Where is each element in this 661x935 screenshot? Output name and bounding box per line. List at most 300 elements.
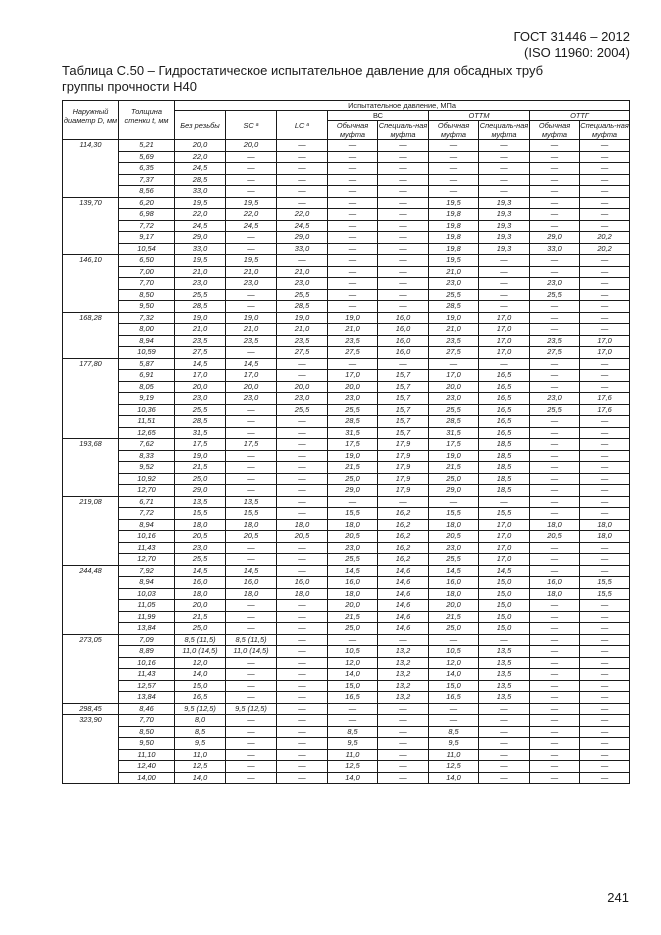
table-cell: 14,0 <box>429 669 479 681</box>
table-cell: 13,2 <box>378 657 429 669</box>
table-title-line1: Таблица С.50 – Гидростатическое испытательное давление для обсадных труб <box>62 63 544 78</box>
table-cell: 17,0 <box>479 324 530 336</box>
table-row <box>63 542 630 554</box>
table-cell: — <box>277 646 328 658</box>
table-cell: — <box>328 209 378 221</box>
diameter-cell: 323,90 <box>63 715 119 784</box>
table-cell: — <box>226 243 277 255</box>
table-cell: 8,05 <box>119 381 175 393</box>
table-cell: 28,5 <box>175 301 226 313</box>
table-cell: — <box>226 485 277 497</box>
table-cell: — <box>277 611 328 623</box>
table-cell: — <box>479 140 530 152</box>
table-cell: 16,0 <box>277 577 328 589</box>
table-cell: 6,35 <box>119 163 175 175</box>
table-cell: — <box>226 347 277 359</box>
table-cell: — <box>580 439 630 451</box>
table-cell: 21,5 <box>328 611 378 623</box>
table-cell: — <box>328 715 378 727</box>
table-row <box>63 462 630 474</box>
table-cell: 20,5 <box>277 531 328 543</box>
table-cell: — <box>277 680 328 692</box>
table-row <box>63 312 630 324</box>
table-cell: 19,0 <box>429 312 479 324</box>
table-cell: 28,5 <box>175 416 226 428</box>
table-cell: 17,9 <box>378 450 429 462</box>
table-cell: — <box>328 163 378 175</box>
table-cell: — <box>530 565 580 577</box>
table-cell: 15,5 <box>175 508 226 520</box>
table-cell: 8,94 <box>119 519 175 531</box>
table-cell: 8,50 <box>119 289 175 301</box>
table-cell: 15,5 <box>580 577 630 589</box>
table-cell: 25,0 <box>429 473 479 485</box>
table-cell: — <box>479 289 530 301</box>
table-cell: — <box>530 140 580 152</box>
table-cell: 17,5 <box>175 439 226 451</box>
table-cell: — <box>580 692 630 704</box>
table-cell: 17,9 <box>378 473 429 485</box>
table-cell: 14,5 <box>226 358 277 370</box>
table-cell: — <box>277 186 328 198</box>
table-cell: — <box>378 174 429 186</box>
table-cell: — <box>277 703 328 715</box>
table-cell: 25,5 <box>175 554 226 566</box>
table-cell: — <box>479 749 530 761</box>
table-cell: 6,50 <box>119 255 175 267</box>
table-cell: 29,0 <box>277 232 328 244</box>
table-cell: — <box>378 726 429 738</box>
table-cell: 25,5 <box>530 289 580 301</box>
table-cell: — <box>277 669 328 681</box>
table-row <box>63 404 630 416</box>
table-cell: — <box>580 485 630 497</box>
table-cell: — <box>226 416 277 428</box>
table-cell: 17,0 <box>479 335 530 347</box>
table-cell: — <box>580 508 630 520</box>
table-cell: 7,72 <box>119 508 175 520</box>
table-cell: — <box>378 266 429 278</box>
table-cell: 9,19 <box>119 393 175 405</box>
table-cell: 16,5 <box>328 692 378 704</box>
table-cell: 23,5 <box>429 335 479 347</box>
table-cell: — <box>429 174 479 186</box>
table-cell: 19,3 <box>479 232 530 244</box>
table-cell: — <box>378 772 429 784</box>
table-cell: 19,5 <box>175 197 226 209</box>
table-cell: 15,7 <box>378 370 429 382</box>
table-cell: 17,0 <box>328 370 378 382</box>
table-cell: — <box>580 749 630 761</box>
table-cell: — <box>530 462 580 474</box>
table-cell: 16,2 <box>378 531 429 543</box>
table-cell: 18,5 <box>479 462 530 474</box>
table-cell: 21,5 <box>175 611 226 623</box>
table-cell: — <box>530 726 580 738</box>
table-cell: 15,0 <box>479 577 530 589</box>
table-cell: 8,50 <box>119 726 175 738</box>
table-cell: 12,65 <box>119 427 175 439</box>
table-row <box>63 531 630 543</box>
table-cell: 16,0 <box>378 324 429 336</box>
table-cell: — <box>429 703 479 715</box>
table-cell: 23,0 <box>429 542 479 554</box>
table-cell: 31,5 <box>175 427 226 439</box>
table-cell: 19,8 <box>429 232 479 244</box>
table-cell: 19,3 <box>479 243 530 255</box>
table-cell: — <box>277 358 328 370</box>
table-cell: 21,0 <box>328 324 378 336</box>
table-cell: 16,2 <box>378 542 429 554</box>
table-cell: — <box>479 715 530 727</box>
table-cell: — <box>530 220 580 232</box>
header-group-ottm: ОТТМ <box>429 111 530 121</box>
table-cell: — <box>580 197 630 209</box>
table-cell: 17,0 <box>580 347 630 359</box>
table-cell: 18,5 <box>479 450 530 462</box>
table-cell: — <box>580 565 630 577</box>
table-cell: 7,70 <box>119 278 175 290</box>
table-cell: — <box>378 255 429 267</box>
table-cell: — <box>226 623 277 635</box>
header-group-bc: ВС <box>328 111 429 121</box>
table-cell: 22,0 <box>175 209 226 221</box>
table-cell: — <box>530 186 580 198</box>
table-row <box>63 243 630 255</box>
table-cell: — <box>277 565 328 577</box>
header-bc-special: Специаль-ная муфта <box>378 121 428 139</box>
table-cell: 13,5 <box>479 669 530 681</box>
table-cell: — <box>479 266 530 278</box>
table-cell: 8,56 <box>119 186 175 198</box>
table-cell: 25,0 <box>175 623 226 635</box>
table-cell: 16,2 <box>378 508 429 520</box>
table-cell: 7,62 <box>119 439 175 451</box>
table-cell: 13,5 <box>226 496 277 508</box>
table-cell: — <box>429 496 479 508</box>
table-cell: — <box>479 358 530 370</box>
table-cell: — <box>530 312 580 324</box>
table-cell: 25,0 <box>175 473 226 485</box>
table-cell: 13,5 <box>479 680 530 692</box>
table-row <box>63 393 630 405</box>
table-cell: 8,5 (11,5) <box>175 634 226 646</box>
table-cell: 29,0 <box>328 485 378 497</box>
table-cell: — <box>530 542 580 554</box>
table-cell: 14,6 <box>378 611 429 623</box>
diameter-cell: 244,48 <box>63 565 119 634</box>
table-cell: 15,7 <box>378 404 429 416</box>
table-cell: — <box>226 600 277 612</box>
table-cell: 10,03 <box>119 588 175 600</box>
header-ottg-normal: Обычная муфта <box>530 121 580 140</box>
table-row <box>63 485 630 497</box>
table-cell: 16,5 <box>479 393 530 405</box>
table-cell: — <box>378 140 429 152</box>
table-cell: — <box>530 197 580 209</box>
table-cell: — <box>580 278 630 290</box>
table-cell: — <box>429 140 479 152</box>
table-row <box>63 726 630 738</box>
table-cell: 19,0 <box>175 312 226 324</box>
table-cell: 19,0 <box>277 312 328 324</box>
table-cell: — <box>530 703 580 715</box>
table-cell: 21,0 <box>429 266 479 278</box>
table-cell: — <box>277 600 328 612</box>
table-cell: — <box>479 151 530 163</box>
table-cell: 10,5 <box>328 646 378 658</box>
table-cell: — <box>530 692 580 704</box>
table-cell: 20,5 <box>328 531 378 543</box>
table-cell: 5,87 <box>119 358 175 370</box>
table-row <box>63 301 630 313</box>
table-row <box>63 588 630 600</box>
table-cell: — <box>530 427 580 439</box>
table-row <box>63 174 630 186</box>
table-cell: — <box>580 634 630 646</box>
table-cell: 18,0 <box>580 519 630 531</box>
table-cell: 21,0 <box>175 324 226 336</box>
table-cell: — <box>580 255 630 267</box>
table-cell: 21,0 <box>175 266 226 278</box>
table-cell: 15,0 <box>479 623 530 635</box>
table-cell: 11,0 <box>328 749 378 761</box>
table-row <box>63 554 630 566</box>
table-cell: 17,9 <box>378 485 429 497</box>
table-cell: 23,5 <box>328 335 378 347</box>
table-cell: — <box>277 623 328 635</box>
table-cell: 25,5 <box>277 404 328 416</box>
table-cell: — <box>530 301 580 313</box>
table-cell: — <box>226 611 277 623</box>
table-cell: 24,5 <box>175 220 226 232</box>
table-cell: 17,0 <box>226 370 277 382</box>
table-cell: — <box>580 496 630 508</box>
table-cell: — <box>277 140 328 152</box>
table-cell: 15,0 <box>328 680 378 692</box>
table-cell: 12,40 <box>119 761 175 773</box>
table-cell: 25,5 <box>429 289 479 301</box>
table-cell: — <box>226 554 277 566</box>
table-cell: — <box>277 508 328 520</box>
table-cell: 18,0 <box>429 519 479 531</box>
table-cell: — <box>277 657 328 669</box>
table-cell: 18,0 <box>175 588 226 600</box>
table-cell: 8,5 <box>175 726 226 738</box>
table-cell: — <box>580 174 630 186</box>
table-cell: — <box>580 358 630 370</box>
table-cell: 11,10 <box>119 749 175 761</box>
table-cell: 16,5 <box>479 416 530 428</box>
table-cell: — <box>226 669 277 681</box>
table-cell: 8,5 <box>429 726 479 738</box>
table-cell: 12,70 <box>119 485 175 497</box>
table-cell: — <box>328 266 378 278</box>
table-cell: 14,0 <box>175 772 226 784</box>
pressure-table <box>62 100 630 784</box>
table-cell: — <box>378 738 429 750</box>
table-cell: 25,5 <box>175 289 226 301</box>
table-cell: 19,0 <box>226 312 277 324</box>
table-cell: 16,5 <box>479 404 530 416</box>
table-cell: 18,0 <box>580 531 630 543</box>
table-cell: 20,0 <box>175 140 226 152</box>
table-cell: 18,0 <box>175 519 226 531</box>
table-row <box>63 266 630 278</box>
diameter-cell: 298,45 <box>63 703 119 715</box>
table-cell: 8,5 (11,5) <box>226 634 277 646</box>
table-cell: 8,00 <box>119 324 175 336</box>
table-row <box>63 703 630 715</box>
table-cell: — <box>226 462 277 474</box>
table-cell: 10,36 <box>119 404 175 416</box>
table-cell: — <box>530 611 580 623</box>
table-cell: — <box>580 473 630 485</box>
table-cell: 20,0 <box>175 600 226 612</box>
table-cell: — <box>580 266 630 278</box>
table-cell: 23,0 <box>429 393 479 405</box>
table-cell: — <box>226 772 277 784</box>
table-cell: 16,5 <box>479 370 530 382</box>
table-cell: — <box>530 749 580 761</box>
table-cell: 19,5 <box>429 197 479 209</box>
table-cell: 19,5 <box>429 255 479 267</box>
table-cell: — <box>277 163 328 175</box>
table-cell: — <box>580 220 630 232</box>
table-cell: 28,5 <box>328 416 378 428</box>
table-cell: 25,5 <box>328 404 378 416</box>
table-cell: — <box>378 151 429 163</box>
table-cell: — <box>277 715 328 727</box>
table-cell: — <box>277 726 328 738</box>
table-cell: 14,5 <box>175 565 226 577</box>
table-cell: 6,91 <box>119 370 175 382</box>
table-cell: 17,0 <box>479 519 530 531</box>
table-cell: 27,5 <box>429 347 479 359</box>
header-group-ottg: ОТТГ <box>530 111 630 121</box>
table-cell: 24,5 <box>175 163 226 175</box>
table-cell: 7,70 <box>119 715 175 727</box>
table-cell: 18,5 <box>479 473 530 485</box>
diameter-cell: 139,70 <box>63 197 119 255</box>
table-cell: — <box>378 197 429 209</box>
table-cell: — <box>429 358 479 370</box>
table-cell: — <box>328 634 378 646</box>
table-cell: 23,0 <box>277 393 328 405</box>
table-cell: 16,5 <box>479 427 530 439</box>
table-cell: — <box>479 186 530 198</box>
table-cell: — <box>429 151 479 163</box>
table-cell: — <box>580 209 630 221</box>
table-cell: — <box>378 761 429 773</box>
table-cell: — <box>226 301 277 313</box>
table-cell: — <box>530 680 580 692</box>
table-row <box>63 140 630 152</box>
table-row <box>63 715 630 727</box>
diameter-cell: 273,05 <box>63 634 119 703</box>
table-cell: 23,0 <box>429 278 479 290</box>
table-cell: — <box>580 312 630 324</box>
table-cell: 25,0 <box>328 623 378 635</box>
table-cell: — <box>226 289 277 301</box>
table-cell: 22,0 <box>175 151 226 163</box>
table-cell: 5,21 <box>119 140 175 152</box>
table-cell: 15,0 <box>175 680 226 692</box>
table-cell: — <box>277 450 328 462</box>
table-row <box>63 370 630 382</box>
table-cell: 24,5 <box>277 220 328 232</box>
table-cell: — <box>277 427 328 439</box>
table-cell: 21,0 <box>277 266 328 278</box>
table-cell: 16,0 <box>328 577 378 589</box>
table-cell: — <box>277 151 328 163</box>
table-cell: 9,50 <box>119 301 175 313</box>
table-cell: — <box>479 703 530 715</box>
table-cell: 23,0 <box>175 393 226 405</box>
table-cell: — <box>479 726 530 738</box>
table-cell: — <box>530 554 580 566</box>
table-cell: 23,0 <box>226 393 277 405</box>
table-cell: — <box>479 496 530 508</box>
table-cell: — <box>277 761 328 773</box>
table-cell: 8,94 <box>119 335 175 347</box>
table-cell: — <box>530 623 580 635</box>
table-cell: — <box>580 186 630 198</box>
table-cell: 16,0 <box>530 577 580 589</box>
table-cell: 17,5 <box>429 439 479 451</box>
table-cell: 16,0 <box>429 577 479 589</box>
table-cell: 13,5 <box>479 657 530 669</box>
table-cell: — <box>530 151 580 163</box>
table-cell: — <box>429 715 479 727</box>
table-cell: 19,5 <box>175 255 226 267</box>
table-cell: — <box>277 542 328 554</box>
table-row <box>63 381 630 393</box>
header-ottm-normal: Обычная муфта <box>429 121 479 140</box>
table-cell: 22,0 <box>277 209 328 221</box>
table-cell: — <box>530 496 580 508</box>
table-cell: 14,5 <box>175 358 226 370</box>
table-cell: 19,5 <box>226 197 277 209</box>
table-cell: 14,5 <box>429 565 479 577</box>
table-cell: — <box>226 163 277 175</box>
table-cell: 29,0 <box>429 485 479 497</box>
table-cell: 17,6 <box>580 393 630 405</box>
table-cell: 17,0 <box>479 542 530 554</box>
table-cell: 9,5 (12,5) <box>175 703 226 715</box>
table-cell: 13,2 <box>378 669 429 681</box>
table-cell: — <box>580 623 630 635</box>
table-cell: 14,0 <box>328 772 378 784</box>
table-cell: 10,54 <box>119 243 175 255</box>
table-cell: 16,2 <box>378 554 429 566</box>
table-cell: — <box>530 761 580 773</box>
table-cell: — <box>277 473 328 485</box>
table-cell: 6,71 <box>119 496 175 508</box>
table-cell: — <box>277 496 328 508</box>
table-cell: — <box>378 703 429 715</box>
table-cell: — <box>580 542 630 554</box>
table-cell: 16,0 <box>378 312 429 324</box>
table-cell: — <box>277 462 328 474</box>
table-cell: 18,0 <box>277 519 328 531</box>
table-cell: 10,59 <box>119 347 175 359</box>
table-cell: 16,0 <box>175 577 226 589</box>
table-cell: 15,7 <box>378 427 429 439</box>
table-cell: 20,5 <box>429 531 479 543</box>
table-row <box>63 335 630 347</box>
table-cell: — <box>277 255 328 267</box>
